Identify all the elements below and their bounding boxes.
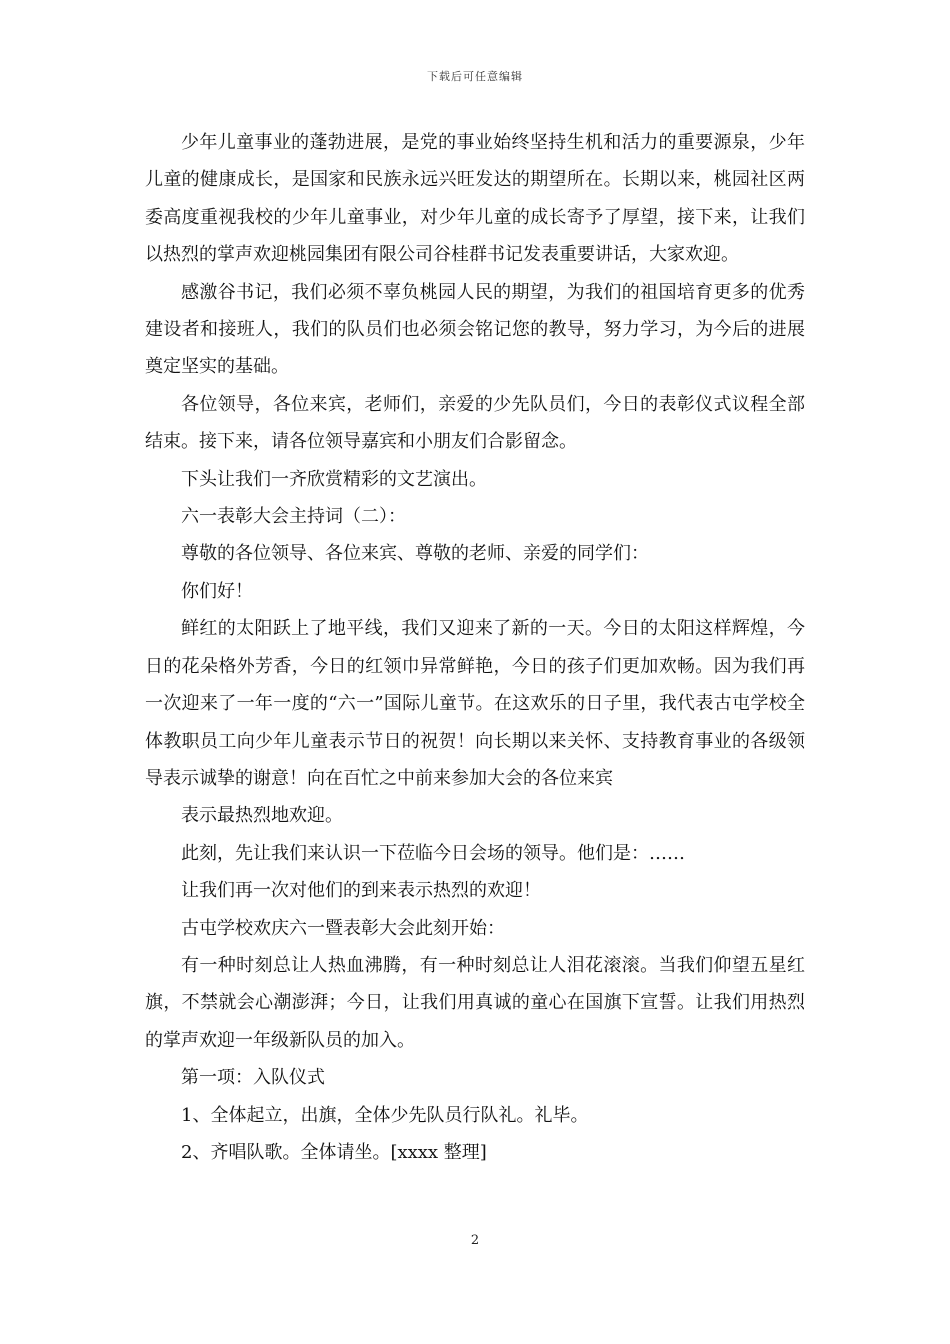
paragraph: 让我们再一次对他们的到来表示热烈的欢迎！ [181,880,541,902]
paragraph: 感激谷书记，我们必须不辜负桃园人民的期望，为我们的祖国培育更多的优秀建设者和接班人，我们的队员们也必须会铭记您的教导，努力学习，为今后的进展奠定坚实的基础。 [145,281,805,378]
agenda-step: 2、齐唱队歌。全体请坐。[xxxx 整理] [181,1141,487,1163]
paragraph: 表示最热烈地欢迎。 [181,805,343,827]
paragraph: 下头让我们一齐欣赏精彩的文艺演出。 [181,468,487,490]
paragraph: 各位领导，各位来宾，老师们，亲爱的少先队员们，今日的表彰仪式议程全部结束。接下来，请各位领导嘉宾和小朋友们合影留念。 [145,393,805,453]
page-number: 2 [470,1233,480,1248]
paragraph: 古屯学校欢庆六一暨表彰大会此刻开始： [181,917,505,939]
paragraph: 鲜红的太阳跃上了地平线，我们又迎来了新的一天。今日的太阳这样辉煌，今日的花朵格外芳香，今日的红领巾异常鲜艳，今日的孩子们更加欢畅。因为我们再一次迎来了一年一度的“六一”国际儿童节。在这欢乐的日子里，我代表古屯学校全体教职员工向少年儿童表示节日的祝贺！向长期以来关怀、支持教育事业的各级领导表示诚挚的谢意！向在百忙之中前来参加大会的各位来宾 [145,618,805,789]
agenda-item: 第一项：入队仪式 [181,1067,325,1089]
paragraph: 有一种时刻总让人热血沸腾，有一种时刻总让人泪花滚滚。当我们仰望五星红旗，不禁就会心潮澎湃；今日，让我们用真诚的童心在国旗下宣誓。让我们用热烈的掌声欢迎一年级新队员的加入。 [145,954,805,1051]
salutation: 尊敬的各位领导、各位来宾、尊敬的老师、亲爱的同学们： [181,543,649,565]
paragraph: 少年儿童事业的蓬勃进展，是党的事业始终坚持生机和活力的重要源泉，少年儿童的健康成长，是国家和民族永远兴旺发达的期望所在。长期以来，桃园社区两委高度重视我校的少年儿童事业，对少年儿童的成长寄予了厚望，接下来，让我们以热烈的掌声欢迎桃园集团有限公司谷桂群书记发表重要讲话，大家欢迎。 [145,132,805,266]
paragraph: 此刻，先让我们来认识一下莅临今日会场的领导。他们是：…… [181,842,685,864]
document-body [145,124,805,1171]
agenda-step: 1、全体起立，出旗，全体少先队员行队礼。礼毕。 [181,1104,589,1126]
greeting: 你们好！ [181,580,253,602]
page-header: 下载后可任意编辑 [427,70,523,83]
section-heading: 六一表彰大会主持词（二）： [181,506,406,528]
